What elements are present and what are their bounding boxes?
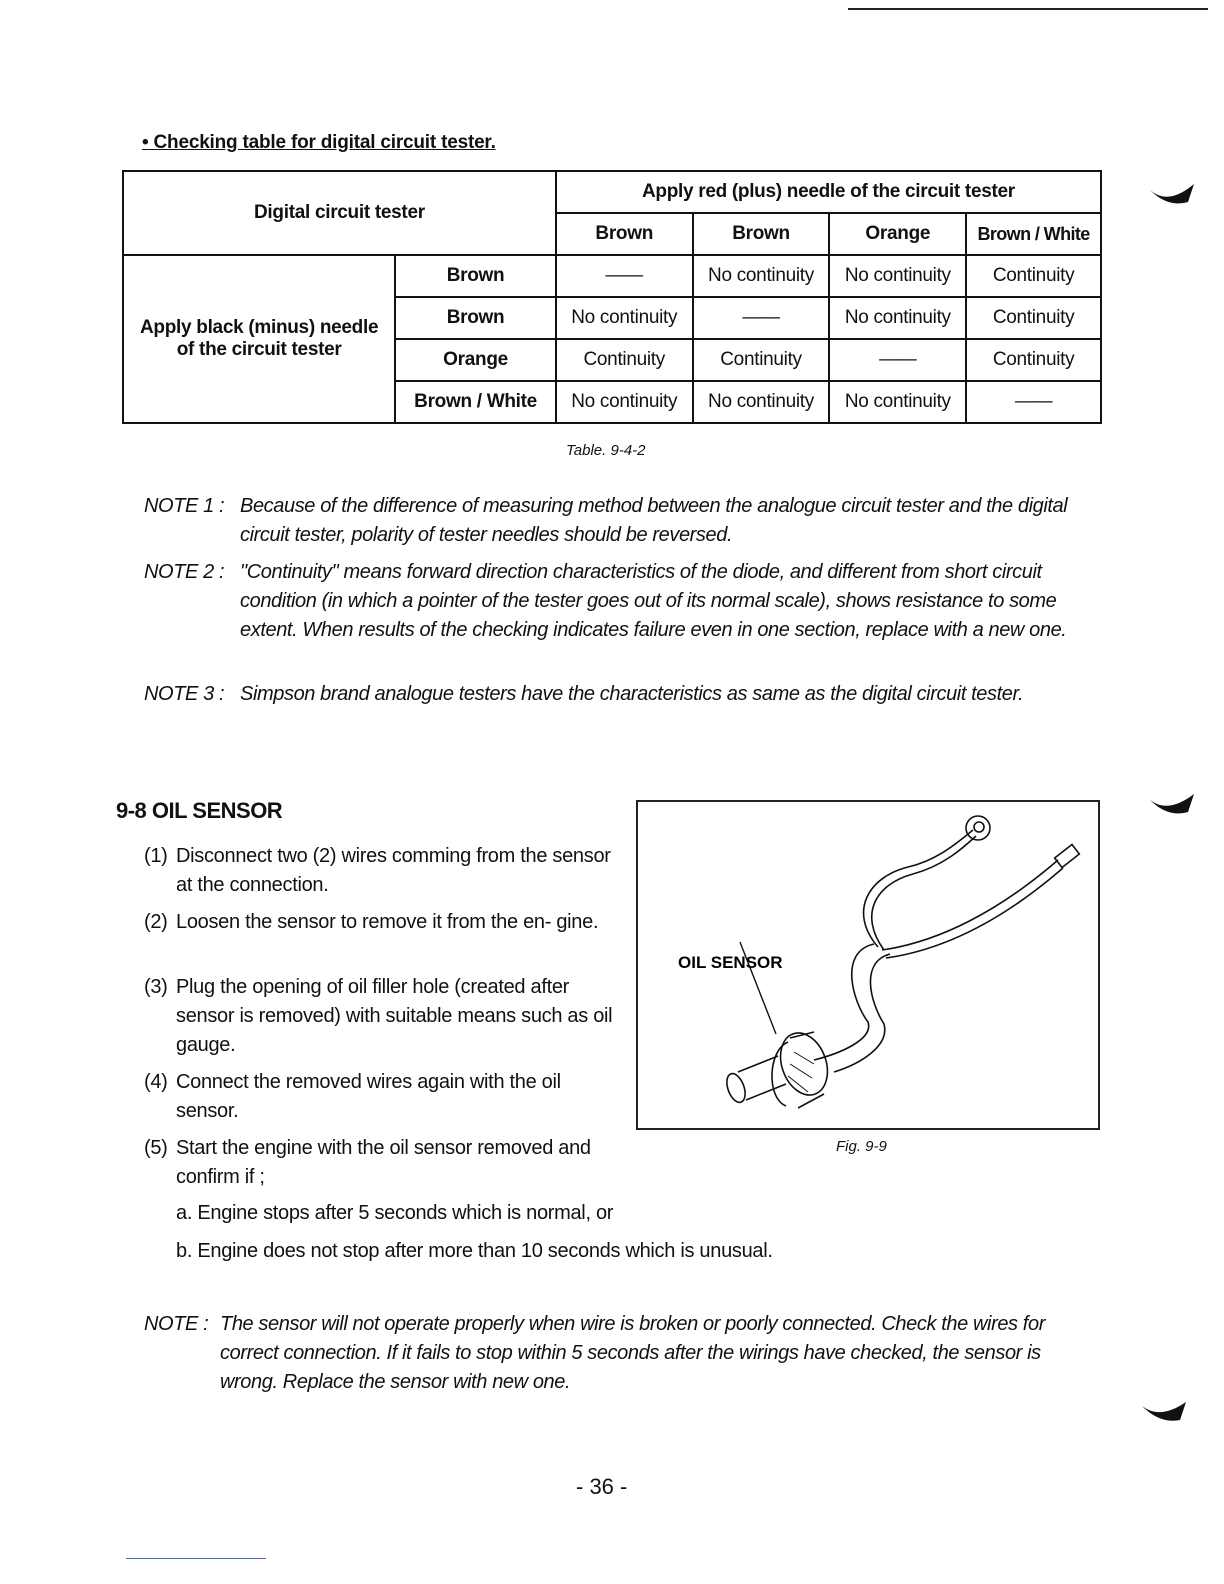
section-title: 9-8 OIL SENSOR bbox=[116, 798, 283, 823]
table-cell: No continuity bbox=[829, 297, 966, 339]
top-rule bbox=[848, 8, 1208, 10]
table-cell: Continuity bbox=[966, 255, 1101, 297]
table-cell: Continuity bbox=[693, 339, 830, 381]
table-cell: —— bbox=[556, 255, 693, 297]
step-item bbox=[144, 973, 614, 1060]
table-cell: No continuity bbox=[693, 381, 830, 423]
page-number: - 36 - bbox=[576, 1474, 628, 1499]
note-2 bbox=[144, 558, 1067, 641]
page-edge-mark bbox=[1148, 180, 1198, 210]
table-cell: No continuity bbox=[693, 255, 830, 297]
table-cell: No continuity bbox=[556, 297, 693, 339]
page-edge-mark bbox=[1140, 1400, 1190, 1430]
row-header: Brown bbox=[395, 255, 556, 297]
step-text: Start the engine with the oil sensor removed and confirm if ; bbox=[176, 1137, 591, 1188]
note-label: NOTE : bbox=[144, 1313, 209, 1335]
black-needle-header bbox=[123, 255, 395, 423]
table-cell: —— bbox=[829, 339, 966, 381]
row-header: Orange bbox=[395, 339, 556, 381]
table-cell: No continuity bbox=[829, 255, 966, 297]
note-label: NOTE 3 : bbox=[144, 683, 225, 705]
step-number: (5) bbox=[144, 1137, 168, 1159]
note-label: NOTE 1 : bbox=[144, 495, 225, 517]
figure-label: OIL SENSOR bbox=[678, 953, 783, 972]
step-text: Loosen the sensor to remove it from the en- gine. bbox=[176, 911, 599, 933]
note-3 bbox=[144, 680, 1024, 709]
page-edge-mark bbox=[1148, 792, 1198, 822]
table-cell: —— bbox=[693, 297, 830, 339]
note-1 bbox=[144, 492, 1068, 546]
note-text: Because of the difference of measuring method between the analogue circuit tester and the digital circuit tester, polarity of tester needles should be reversed. bbox=[240, 495, 1068, 546]
table-corner-label: Digital circuit tester bbox=[123, 171, 556, 255]
column-header: Brown bbox=[693, 213, 830, 255]
step-text: Disconnect two (2) wires comming from the sensor at the connection. bbox=[176, 845, 611, 896]
note-text: The sensor will not operate properly when wire is broken or poorly connected. Check the wires for correct connection. If it fails to stop within 5 seconds after the wirings have checked, the sensor is wrong. Replace the sensor with new one. bbox=[220, 1313, 1045, 1393]
step-number: (3) bbox=[144, 976, 168, 998]
table-caption: Table. 9-4-2 bbox=[566, 442, 646, 459]
row-header: Brown / White bbox=[395, 381, 556, 423]
sensor-note bbox=[144, 1310, 1045, 1393]
step-number: (2) bbox=[144, 911, 168, 933]
column-header: Orange bbox=[829, 213, 966, 255]
step-number: (4) bbox=[144, 1071, 168, 1093]
step-text: Plug the opening of oil filler hole (created after sensor is removed) with suitable means such as oil gauge. bbox=[176, 976, 613, 1056]
sub-item: a. Engine stops after 5 seconds which is normal, or bbox=[176, 1202, 614, 1224]
table-cell: —— bbox=[966, 381, 1101, 423]
sub-item: b. Engine does not stop after more than 10 seconds which is unusual. bbox=[176, 1240, 773, 1262]
oil-sensor-figure bbox=[636, 800, 1100, 1130]
table-cell: Continuity bbox=[966, 339, 1101, 381]
bottom-rule bbox=[126, 1558, 266, 1559]
note-label: NOTE 2 : bbox=[144, 561, 225, 583]
table-cell: Continuity bbox=[966, 297, 1101, 339]
table-cell: No continuity bbox=[556, 381, 693, 423]
black-needle-header-text: Apply black (minus) needle of the circuit tester bbox=[140, 317, 379, 360]
table-cell: No continuity bbox=[829, 381, 966, 423]
red-needle-header: Apply red (plus) needle of the circuit tester bbox=[556, 171, 1101, 213]
step-item bbox=[144, 842, 614, 900]
step-item bbox=[144, 1068, 614, 1126]
step-item bbox=[144, 908, 614, 937]
column-header: Brown bbox=[556, 213, 693, 255]
checking-table bbox=[122, 170, 1102, 424]
step-item bbox=[144, 1134, 614, 1192]
note-text: Simpson brand analogue testers have the characteristics as same as the digital circuit tester. bbox=[240, 683, 1024, 705]
figure-caption: Fig. 9-9 bbox=[836, 1138, 887, 1155]
note-text: "Continuity" means forward direction characteristics of the diode, and different from short circuit condition (in which a pointer of the tester goes out of its normal scale), shows resistance to some extent. When results of the checking indicates failure even in one section, replace with a new one. bbox=[240, 561, 1067, 641]
row-header: Brown bbox=[395, 297, 556, 339]
step-number: (1) bbox=[144, 845, 168, 867]
oil-sensor-drawing bbox=[638, 802, 1098, 1128]
column-header: Brown / White bbox=[966, 213, 1101, 255]
step-text: Connect the removed wires again with the oil sensor. bbox=[176, 1071, 561, 1122]
checking-table-heading: • Checking table for digital circuit tester. bbox=[142, 132, 496, 153]
table-cell: Continuity bbox=[556, 339, 693, 381]
